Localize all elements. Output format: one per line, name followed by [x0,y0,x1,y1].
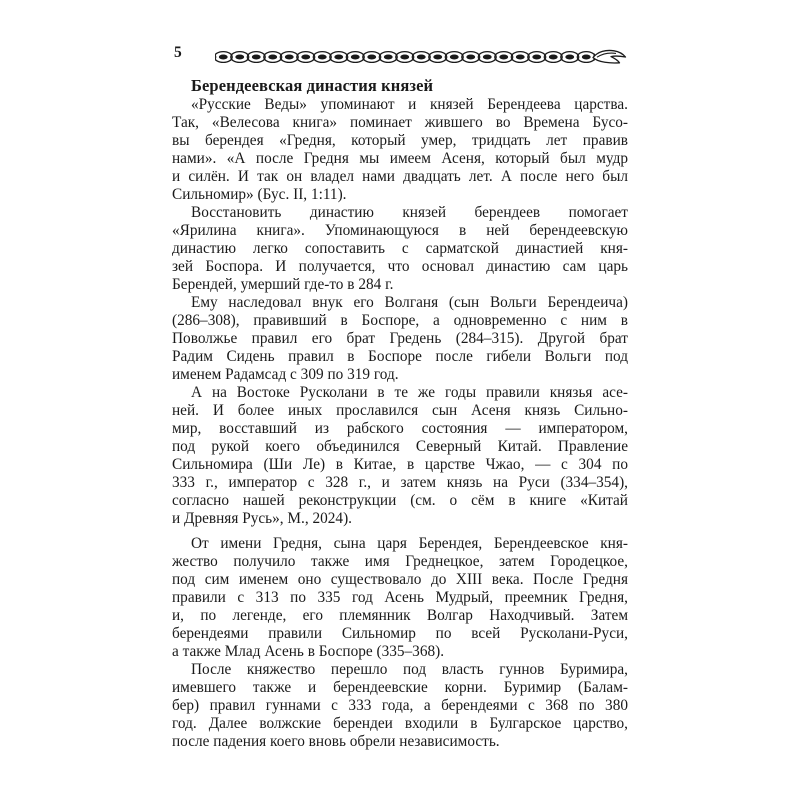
chain-links [215,49,595,65]
paragraph-3 [172,294,628,384]
text-line: жество получило также имя Греднецкое, затем Городецкое, [172,553,628,570]
text-line: после падения коего вновь обрели независимость. [172,733,500,750]
text-line: и, по легенде, его племянник Волгар Находчивый. Затем [172,607,628,624]
text-line: «Ярилина книга». Упоминающуюся в ней берендеевскую [172,222,628,239]
text-line: Поволжье правил его брат Гредень (284–315). Другой брат [172,330,628,347]
text-line: Радим Сидень правил в Боспоре после гибели Вольги под [172,348,628,365]
text-line: зей Боспора. И получается, что основал династию сам царь [172,258,628,275]
text-line: под сим именем оно существовало до XIII века. После Гредня [172,571,628,588]
text-line: 333 г., император с 328 г., и затем князь на Руси (334–354), [172,474,628,491]
text-line: мир, восставший из рабского состояния — императором, [172,420,628,437]
page-content [172,76,628,751]
text-line: имевшего также и берендеевские корни. Буримир (Балам- [172,679,628,696]
paragraph-5 [172,535,628,661]
text-line: династию легко сопоставить с сарматской династией кня- [172,240,628,257]
text-line: Так, «Велесова книга» поминает жившего во Времена Бусо- [172,114,628,131]
paragraph-1 [172,96,628,204]
text-line: Сильномир» (Бус. II, 1:11). [172,186,347,203]
text-line: а также Млад Асень в Боспоре (335–368). [172,643,445,660]
text-line: правили с 313 по 335 год Асень Мудрый, преемник Гредня, [172,589,628,606]
text-line: и Древняя Русь», М., 2024). [172,510,352,527]
text-line: бер) правил гуннами с 333 года, а берендеями с 368 по 380 [172,697,628,714]
text-line: Сильномира (Ши Ле) в Китае, в царстве Чжао, — с 304 по [172,456,628,473]
paragraph-4 [172,384,628,528]
text-line: А на Востоке Русколани в те же годы правили князья асе- [191,384,628,401]
text-line: Восстановить династию князей берендеев помогает [191,204,628,221]
text-line: После княжество перешло под власть гуннов Буримира, [191,661,628,678]
text-line: и силён. И так он владел нами двадцать лет. А после него был [172,168,628,185]
text-line: согласно нашей реконструкции (см. о сём в книге «Китай [172,492,628,509]
paragraph-6 [172,661,628,751]
page-number: 5 [174,44,182,61]
text-line: именем Радамсад с 309 по 319 год. [172,366,399,383]
text-line: год. Далее волжские берендеи входили в Булгарское царство, [172,715,628,732]
text-line: Берендей, умерший где-то в 284 г. [172,276,394,293]
text-line: Ему наследовал внук его Волганя (сын Вольги Берендеича) [191,294,628,311]
text-line: вы берендея «Гредня, который умер, тридцать лет правив [172,132,628,149]
text-line: под рукой коего объединился Северный Китай. Правление [172,438,628,455]
text-line: (286–308), правивший в Боспоре, а одновременно с ним в [172,312,628,329]
paragraph-2 [172,204,628,294]
text-line: «Русские Веды» упоминают и князей Берендеева царства. [191,96,628,113]
text-line: ней. И более иных прославился сын Асеня князь Сильно- [172,402,628,419]
text-line: берендеями правили Сильномир по всей Русколани-Руси, [172,625,628,642]
body-text [172,96,628,751]
text-line: От имени Гредня, сына царя Берендея, Берендеевское кня- [191,535,628,552]
section-heading: Берендеевская династия князей [191,76,434,95]
text-line: нами». «А после Гредня мы имеем Асеня, который был мудр [172,150,628,167]
chain-rule-ornament [215,49,627,65]
